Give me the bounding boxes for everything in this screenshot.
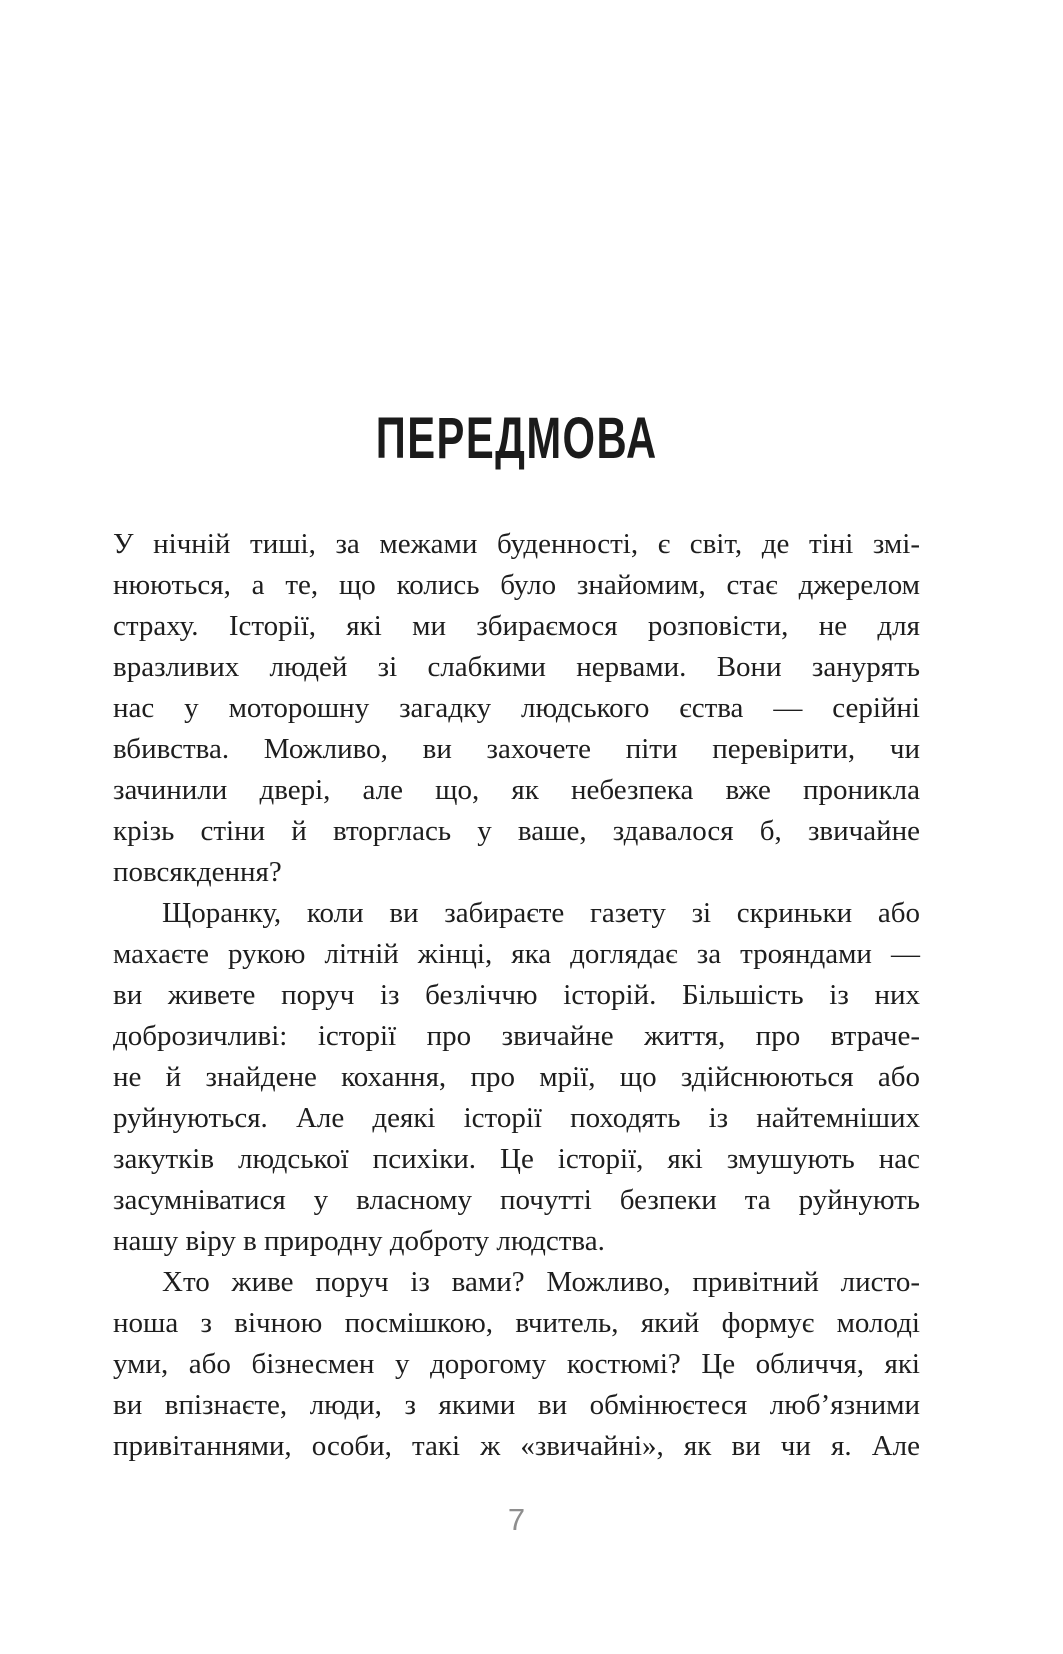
paragraph bbox=[113, 524, 920, 893]
text-line: крізь стіни й вторглась у ваше, здавалося б, звичайне bbox=[113, 815, 920, 847]
text-line: засумніватися у власному почутті безпеки та руйнують bbox=[113, 1184, 920, 1216]
text-line: нашу віру в природну доброту людства. bbox=[113, 1225, 605, 1257]
text-line: страху. Історії, які ми збираємося розповісти, не для bbox=[113, 610, 920, 642]
text-line: нюються, а те, що колись було знайомим, стає джерелом bbox=[113, 569, 920, 601]
text-line: руйнуються. Але деякі історії походять із найтемніших bbox=[113, 1102, 920, 1134]
text-line: Хто живе поруч із вами? Можливо, привітний листо- bbox=[162, 1266, 920, 1298]
text-line: повсякдення? bbox=[113, 856, 282, 888]
text-line: зачинили двері, але що, як небезпека вже проникла bbox=[113, 774, 920, 806]
body-text bbox=[113, 524, 920, 1467]
text-line: уми, або бізнесмен у дорогому костюмі? Це обличчя, які bbox=[113, 1348, 920, 1380]
text-line: махаєте рукою літній жінці, яка доглядає за трояндами — bbox=[113, 938, 920, 970]
paragraph bbox=[113, 893, 920, 1262]
text-line: нас у моторошну загадку людського єства — серійні bbox=[113, 692, 920, 724]
text-line: вразливих людей зі слабкими нервами. Вони занурять bbox=[113, 651, 920, 683]
text-line: Щоранку, коли ви забираєте газету зі скриньки або bbox=[162, 897, 920, 929]
text-line: ноша з вічною посмішкою, вчитель, який формує молоді bbox=[113, 1307, 920, 1339]
text-line: доброзичливі: історії про звичайне життя, про втраче- bbox=[113, 1020, 920, 1052]
text-line: У нічній тиші, за межами буденності, є світ, де тіні змі- bbox=[113, 528, 920, 560]
text-line: ви живете поруч із безліччю історій. Більшість із них bbox=[113, 979, 920, 1011]
text-line: не й знайдене кохання, про мрії, що здійснюються або bbox=[113, 1061, 920, 1093]
text-line: вбивства. Можливо, ви захочете піти перевірити, чи bbox=[113, 733, 920, 765]
chapter-title bbox=[113, 408, 920, 485]
paragraph bbox=[113, 1262, 920, 1467]
text-line: закутків людської психіки. Це історії, які змушують нас bbox=[113, 1143, 920, 1175]
page-number: 7 bbox=[507, 1502, 526, 1537]
chapter-title-text: ПЕРЕДМОВА bbox=[375, 406, 658, 471]
text-line: ви впізнаєте, люди, з якими ви обмінюєтеся люб’язними bbox=[113, 1389, 920, 1421]
text-line: привітаннями, особи, такі ж «звичайні», як ви чи я. Але bbox=[113, 1430, 920, 1462]
